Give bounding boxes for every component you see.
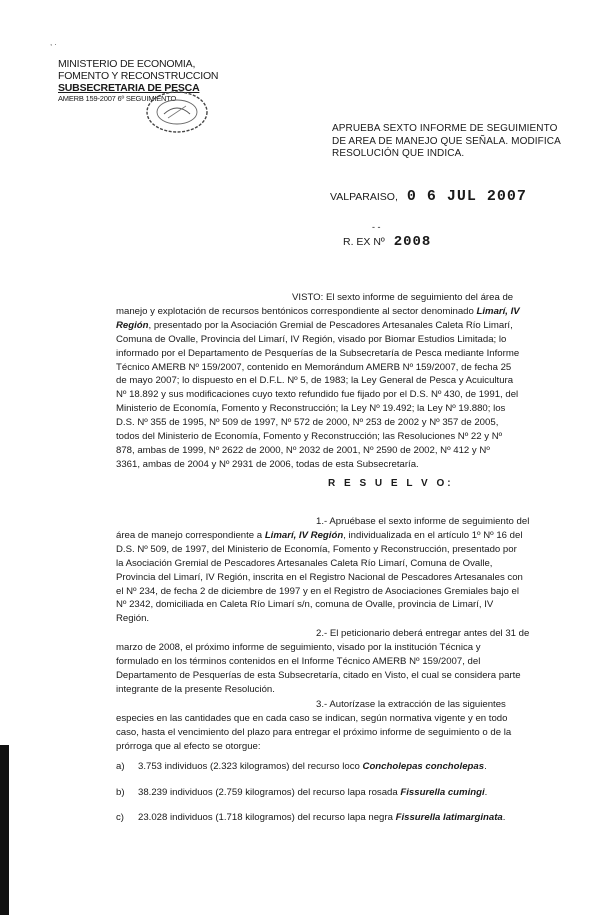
species-item-c bbox=[116, 812, 576, 823]
paragraph-line: Nº 2342, domiciliada en Caleta Río Limarí s/n, comuna de Ovalle, provincia de Limarí, IV bbox=[116, 599, 494, 611]
paragraph-line: marzo de 2008, el próximo informe de seguimiento, visado por la institución Técnica y bbox=[116, 641, 481, 653]
species-text: 38.239 individuos (2.759 kilogramos) del recurso lapa rosada bbox=[138, 787, 401, 798]
paragraph-line: integrante de la presente Resolución. bbox=[116, 683, 275, 695]
resolution-label: R. EX Nº bbox=[343, 236, 385, 248]
subject-line: RESOLUCIÓN QUE INDICA. bbox=[332, 148, 465, 159]
date-place: VALPARAISO, bbox=[330, 191, 398, 203]
paragraph-line: todos del Ministerio de Economía, Fomento y Reconstrucción; las Resoluciones Nº 22 y Nº bbox=[116, 431, 503, 443]
paragraph-line: D.S. Nº 509, de 1997, del Ministerio de Economía, Fomento y Reconstrucción, presentado por bbox=[116, 543, 517, 555]
species-scientific-name: Fissurella latimarginata bbox=[395, 812, 503, 823]
paragraph-line: D.S. Nº 355 de 1995, Nº 509 de 1997, Nº 572 de 2000, Nº 253 de 2002 y Nº 357 de 2005, bbox=[116, 417, 499, 429]
paragraph-line: Región, presentado por la Asociación Gremial de Pescadores Artesanales Caleta Río Limarí, bbox=[116, 319, 513, 331]
paragraph-line: el Nº 234, de fecha 2 de diciembre de 1997 y en el Registro de Asociaciones Gremiales bajo el bbox=[116, 585, 519, 597]
species-suffix: . bbox=[502, 812, 506, 823]
paragraph-line: de mayo 2007; lo dispuesto en el D.F.L. Nº 5, de 1983; la Ley General de Pesca y Acuicultura bbox=[116, 375, 514, 387]
species-prefix: b) bbox=[116, 787, 125, 798]
subject-line: DE AREA DE MANEJO QUE SEÑALA. MODIFICA bbox=[332, 135, 561, 147]
species-item-b bbox=[116, 787, 576, 798]
paragraph-line: 878, ambas de 1999, Nº 2622 de 2000, Nº 2032 de 2001, Nº 2590 de 2002, Nº 412 y Nº bbox=[116, 444, 490, 456]
subsecretaria-line: SUBSECRETARIA DE PESCA bbox=[58, 82, 200, 94]
resolution-number-line bbox=[343, 234, 431, 250]
item-1-paragraph bbox=[116, 515, 572, 626]
date-stamp: 0 6 JUL 2007 bbox=[406, 188, 527, 205]
scan-marks: , . bbox=[50, 38, 57, 47]
species-suffix: . bbox=[484, 761, 487, 772]
paragraph-line: 3361, ambas de 2004 y Nº 2931 de 2006, todas de esta Subsecretaría. bbox=[116, 458, 419, 470]
paragraph-line: Nº 18.892 y sus modificaciones cuyo texto refundido fue fijado por el D.S. Nº 430, de 1991, del bbox=[116, 389, 519, 401]
paragraph-line: Técnico AMERB Nº 159/2007, contenido en Memorándum AMERB Nº 159/2007, de fecha 25 bbox=[116, 361, 512, 373]
species-scientific-name: Concholepas concholepas bbox=[362, 761, 485, 772]
item-2-paragraph bbox=[116, 627, 572, 697]
subject-line: APRUEBA SEXTO INFORME DE SEGUIMIENTO bbox=[332, 123, 558, 134]
paragraph-line: Provincia del Limarí, IV Región, inscrita en el Registro Nacional de Pescadores Artesanales con bbox=[116, 571, 523, 583]
reference-line: AMERB 159-2007 6º SEGUIMIENTO bbox=[58, 94, 177, 103]
date-line bbox=[330, 188, 527, 205]
species-text: 3.753 individuos (2.323 kilogramos) del recurso loco bbox=[138, 761, 363, 772]
paragraph-line: caso, hasta el vencimiento del plazo para entregar el próximo informe de seguimiento o de la bbox=[116, 726, 512, 738]
paragraph-line: especies en las cantidades que en cada caso se indican, según normativa vigente y en todo bbox=[116, 712, 508, 724]
paragraph-line: área de manejo correspondiente a Limarí, IV Región, individualizada en el artículo 1º Nº 16 del bbox=[116, 529, 523, 541]
paragraph-line: Ministerio de Economía, Fomento y Reconstrucción; la Ley Nº 19.492; la Ley Nº 19.880; los bbox=[116, 403, 506, 415]
paragraph-line: formulado en los términos contenidos en el Informe Técnico AMERB Nº 159/2007, del bbox=[116, 655, 481, 667]
paragraph-line: 3.- Autorízase la extracción de las siguientes bbox=[316, 699, 506, 710]
paragraph-line: VISTO: El sexto informe de seguimiento del área de bbox=[292, 292, 514, 303]
species-text: 23.028 individuos (1.718 kilogramos) del recurso lapa negra bbox=[138, 812, 396, 823]
item-3-paragraph bbox=[116, 698, 572, 754]
paragraph-line: la Asociación Gremial de Pescadores Artesanales Caleta Río Limarí, Comuna de Ovalle, bbox=[116, 557, 493, 569]
species-scientific-name: Fissurella cumingi bbox=[400, 787, 485, 798]
paragraph-line: 2.- El peticionario deberá entregar antes del 31 de bbox=[316, 628, 530, 639]
scan-edge-bar bbox=[0, 745, 9, 915]
species-suffix: . bbox=[484, 787, 488, 798]
species-prefix: a) bbox=[116, 761, 125, 772]
visto-paragraph bbox=[116, 291, 572, 472]
resolution-subject bbox=[332, 123, 572, 161]
resolution-number: 2008 bbox=[393, 234, 432, 250]
paragraph-line: Departamento de Pesquerías de esta Subsecretaría, citado en Visto, el cual se considera parte bbox=[116, 669, 521, 681]
ministry-line-2: FOMENTO Y RECONSTRUCCION bbox=[58, 70, 219, 82]
ministry-line-1: MINISTERIO DE ECONOMIA, bbox=[58, 58, 196, 70]
resuelvo-heading: R E S U E L V O: bbox=[328, 478, 454, 489]
paragraph-line: 1.- Apruébase el sexto informe de seguimiento del bbox=[316, 516, 530, 527]
ink-mark: - - bbox=[372, 222, 381, 232]
official-seal-stamp bbox=[142, 88, 212, 136]
species-item-a bbox=[116, 761, 576, 772]
paragraph-line: informado por el Departamento de Pesquerías de la Subsecretaría de Pesca mediante Informe bbox=[116, 347, 520, 359]
paragraph-line: Región. bbox=[116, 613, 150, 625]
paragraph-line: Comuna de Ovalle, Provincia del Limarí, IV Región, visado por Biomar Estudios Limitada; lo bbox=[116, 333, 507, 345]
species-prefix: c) bbox=[116, 812, 124, 823]
paragraph-line: prórroga que al efecto se otorgue: bbox=[116, 740, 261, 752]
paragraph-line: manejo y explotación de recursos bentónicos correspondiente al sector denominado Limarí, IV bbox=[116, 305, 520, 317]
